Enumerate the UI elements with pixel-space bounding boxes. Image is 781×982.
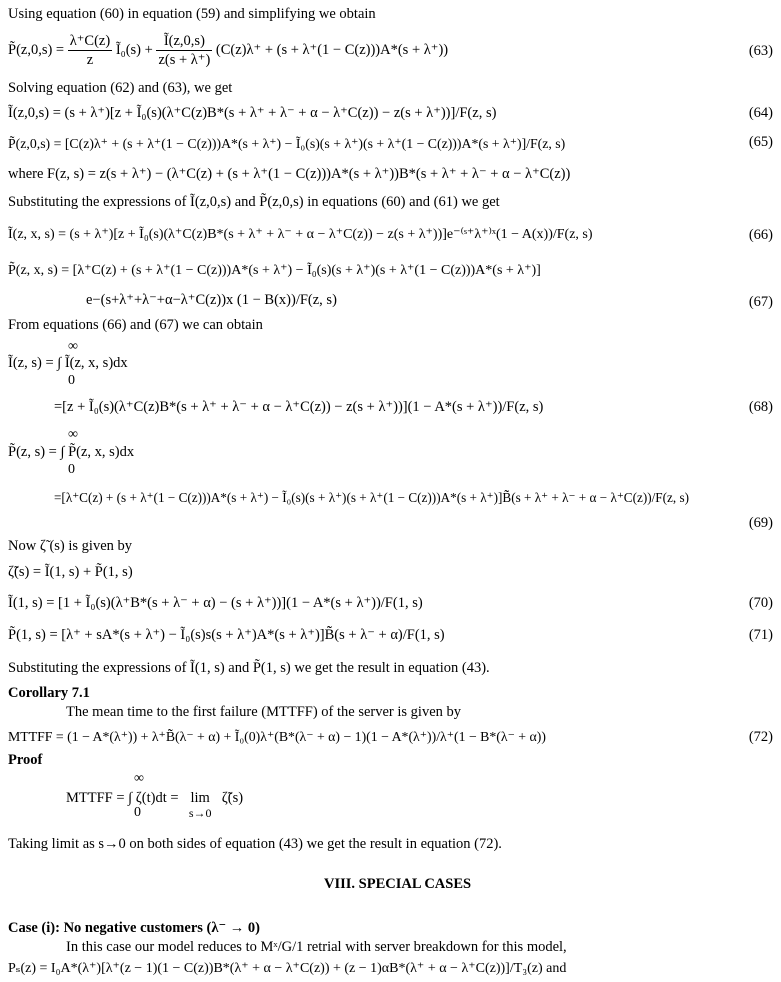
equation-68-line2: =[z + Ĩ₀(s)(λ⁺C(z)B*(s + λ⁺ + λ⁻ + α − λ⁺C(z)) − z(s + λ⁺))](1 − A*(s + λ⁺))/F(z, s): [54, 399, 544, 415]
section-heading: VIII. SPECIAL CASES: [324, 876, 472, 892]
equation-number: (66): [748, 227, 773, 243]
equation-number: (69): [748, 515, 773, 531]
eq63-rest: (C(z)λ⁺ + (s + λ⁺(1 − C(z)))A*(s + λ⁺)): [215, 41, 449, 58]
equation-number: (67): [748, 294, 773, 310]
equation-63: [8, 32, 448, 69]
equation-number: (71): [748, 627, 773, 643]
text-line: Taking limit as s→0 on both sides of equation (43) we get the result in equation (72).: [8, 836, 502, 852]
equation-number: (64): [748, 105, 773, 121]
limit-subscript: s→0: [188, 806, 212, 820]
text-line: Solving equation (62) and (63), we get: [8, 80, 233, 96]
mttff-integral: [66, 789, 244, 820]
mttff-lhs: MTTFF = ∫ ζ(t)dt =: [66, 790, 179, 806]
limit-label: lim: [190, 790, 210, 806]
eq63-fraction-2: [156, 32, 212, 69]
equation-number: (63): [748, 43, 773, 59]
equation-number: (65): [748, 134, 773, 150]
integral-lower-limit: 0: [134, 805, 141, 820]
eq63-frac1-denominator: z: [86, 52, 94, 68]
eq63-frac2-numerator: Ĩ(z,0,s): [156, 32, 212, 51]
case-heading: Case (i): No negative customers (λ⁻ → 0): [8, 920, 260, 936]
text-line: Substituting the expressions of Ĩ(z,0,s) and P̃(z,0,s) in equations (60) and (61) we get: [8, 194, 500, 210]
integral-upper-limit: ∞: [68, 427, 78, 442]
zeta-definition: ζ̃(s) = Ĩ(1, s) + P̃(1, s): [8, 564, 133, 580]
integral-upper-limit: ∞: [68, 339, 78, 354]
equation-68-line1: Ĩ(z, s) = ∫ Ĩ(z, x, s)dx: [8, 355, 128, 371]
integral-upper-limit: ∞: [134, 771, 144, 786]
text-line: Substituting the expressions of Ĩ(1, s) and P̃(1, s) we get the result in equation (43).: [8, 660, 490, 676]
eq63-lhs: P̃(z,0,s) =: [8, 41, 65, 58]
equation-67-line1: P̃(z, x, s) = [λ⁺C(z) + (s + λ⁺(1 − C(z)))A*(s + λ⁺) − Ĩ₀(s)(s + λ⁺)(s + λ⁺(1 − C(z)))A*(s + λ⁺)]: [8, 263, 541, 278]
text-line: From equations (66) and (67) we can obtain: [8, 317, 263, 333]
equation-71: P̃(1, s) = [λ⁺ + sA*(s + λ⁺) − Ĩ₀(s)s(s + λ⁺)A*(s + λ⁺)]B̃̃(s + λ⁻ + α)/F(1, s): [8, 627, 445, 643]
text-line: The mean time to the first failure (MTTFF) of the server is given by: [66, 704, 462, 720]
integral-lower-limit: 0: [68, 462, 75, 477]
equation-70: Ĩ(1, s) = [1 + Ĩ₀(s)(λ⁺B*(s + λ⁻ + α) − (s + λ⁺))](1 − A*(s + λ⁺))/F(1, s): [8, 595, 423, 611]
limit-operator: [182, 789, 218, 820]
equation-66: Ĩ(z, x, s) = (s + λ⁺)[z + Ĩ₀(s)(λ⁺C(z)B*(s + λ⁺ + λ⁻ + α − λ⁺C(z)) − z(s + λ⁺))]e⁻⁽ˢ⁺λ⁺⁾ˣ(1 − A(x))/F(z, s): [8, 227, 593, 242]
text-line: Using equation (60) in equation (59) and simplifying we obtain: [8, 6, 376, 22]
integral-lower-limit: 0: [68, 373, 75, 388]
equation-69-line2: =[λ⁺C(z) + (s + λ⁺(1 − C(z)))A*(s + λ⁺) − Ĩ₀(s)(s + λ⁺)(s + λ⁺(1 − C(z)))A*(s + λ⁺)]B̃̃(s + λ⁺ + λ⁻ + α − λ⁺C(z))/F(z, s): [54, 490, 689, 505]
where-definition: where F(z, s) = z(s + λ⁺) − (λ⁺C(z) + (s + λ⁺(1 − C(z)))A*(s + λ⁺))B*(s + λ⁺ + λ⁻ + α − λ⁺C(z)): [8, 166, 571, 182]
equation-65: P̃(z,0,s) = [C(z)λ⁺ + (s + λ⁺(1 − C(z)))A*(s + λ⁺) − Ĩ₀(s)(s + λ⁺)(s + λ⁺(1 − C(z)))A*(s + λ⁺)]/F(z, s): [8, 136, 566, 151]
text-line: Now ζ̃ (s) is given by: [8, 538, 133, 554]
eq63-mid: Ĩ₀(s) +: [115, 41, 153, 58]
text-line: In this case our model reduces to Mˣ/G/1 retrial with server breakdown for this model,: [66, 939, 567, 955]
equation-67-line2: e−(s+λ⁺+λ⁻+α−λ⁺C(z))x (1 − B(x))/F(z, s): [86, 292, 337, 308]
equation-69-line1: P̃(z, s) = ∫ P̃(z, x, s)dx: [8, 444, 135, 460]
eq63-fraction-1: [68, 32, 112, 69]
equation-number: (72): [748, 729, 773, 745]
corollary-heading: Corollary 7.1: [8, 685, 90, 701]
equation-72: MTTFF = (1 − A*(λ⁺)) + λ⁺B̃̃(λ⁻ + α) + Ĩ₀(0)λ⁺(B*(λ⁻ + α) − 1)(1 − A*(λ⁺))/λ⁺(1 − B*(λ⁻ + α)): [8, 729, 546, 744]
equation-number: (68): [748, 399, 773, 415]
eq63-frac1-numerator: λ⁺C(z): [69, 33, 111, 49]
equation-ps: Pₛ(z) = I₀A*(λ⁺)[λ⁺(z − 1)(1 − C(z))B*(λ⁺ + α − λ⁺C(z)) + (z − 1)αB*(λ⁺ + α − λ⁺C(z))]/T₃(z) and: [8, 961, 567, 976]
equation-number: (70): [748, 595, 773, 611]
equation-64: Ĩ(z,0,s) = (s + λ⁺)[z + Ĩ₀(s)(λ⁺C(z)B*(s + λ⁺ + λ⁻ + α − λ⁺C(z)) − z(s + λ⁺))]/F(z, s): [8, 105, 497, 121]
proof-heading: Proof: [8, 752, 43, 768]
eq63-frac2-denominator: z(s + λ⁺): [158, 52, 211, 68]
mttff-rhs: ζ̃(s): [221, 790, 244, 806]
